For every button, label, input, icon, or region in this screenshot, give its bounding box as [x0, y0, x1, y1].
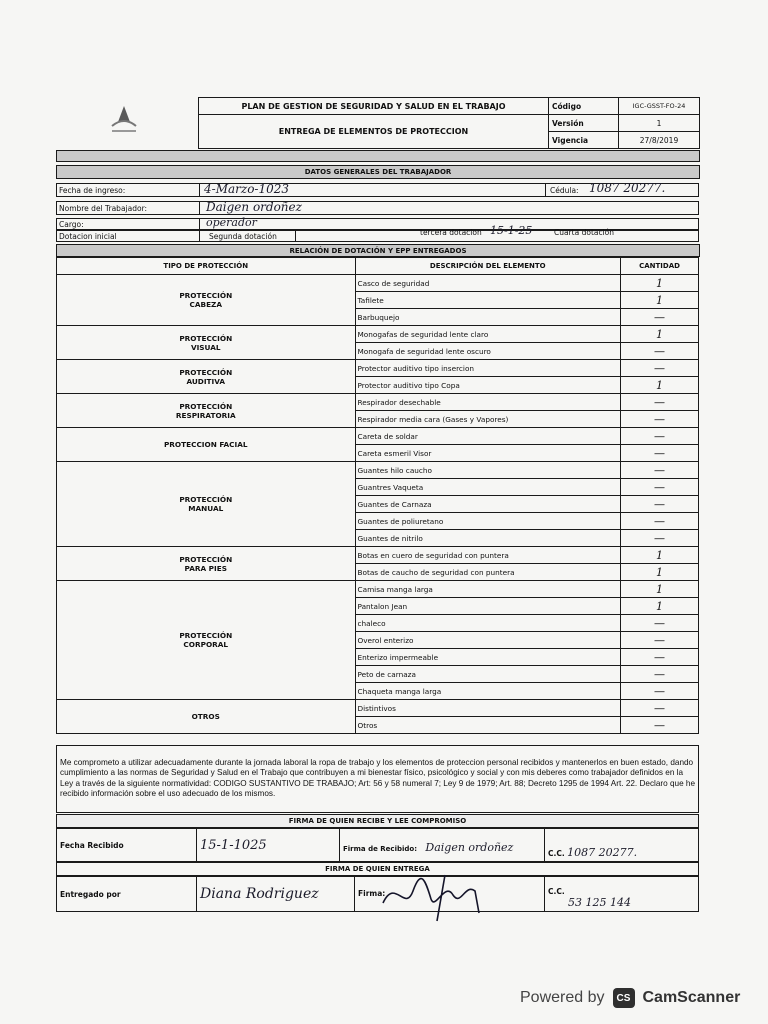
- fecha-recibido-label: Fecha Recibido: [57, 829, 197, 862]
- version-value: 1: [619, 115, 700, 132]
- camscanner-brand: CamScanner: [642, 989, 741, 1006]
- protection-category: PROTECCIÓN VISUAL: [57, 326, 356, 360]
- cuarta-dotacion-label: Cuarta dotación: [554, 228, 615, 237]
- divider: [545, 183, 546, 197]
- delivered-section-title: FIRMA DE QUIEN ENTREGA: [56, 862, 699, 876]
- col-qty-header: CANTIDAD: [621, 258, 699, 275]
- cargo-value: operador: [206, 216, 257, 229]
- document-title: PLAN DE GESTION DE SEGURIDAD Y SALUD EN EL TRABAJO: [199, 98, 549, 115]
- element-quantity: —: [621, 428, 699, 445]
- separator-bar: [56, 150, 700, 162]
- element-quantity: —: [621, 615, 699, 632]
- element-description: Careta de soldar: [355, 428, 621, 445]
- element-quantity: —: [621, 360, 699, 377]
- element-description: Peto de carnaza: [355, 666, 621, 683]
- epp-row: [57, 326, 699, 343]
- cc-recibido-value: 1087 20277.: [567, 846, 638, 859]
- element-quantity: 1: [621, 598, 699, 615]
- element-quantity: —: [621, 309, 699, 326]
- epp-row: [57, 428, 699, 445]
- codigo-value: IGC-GSST-FO-24: [619, 98, 700, 115]
- tercera-dotacion-value: 15-1-25: [490, 224, 533, 237]
- received-table: [56, 828, 699, 862]
- element-quantity: —: [621, 411, 699, 428]
- nombre-value: Daigen ordoñez: [206, 200, 302, 214]
- element-quantity: 1: [621, 564, 699, 581]
- commitment-text: Me comprometo a utilizar adecuadamente durante la jornada laboral la ropa de trabajo y los elementos de proteccion personal recibidos y mantenerlos en buen estado, dando cumplimiento a las normas de Seguridad y Salud en el Trabajo que contribuyen a mi bienestar físico, psicológico y social y con mis deberes como trabajador definidos en la Ley a través de la siguiente normatividad: CODIGO SUSTANTIVO DE TRABAJO; Art: 56 y 58 numeral 7; Ley 9 de 1979; Art. 88; Decreto 1295 de 1994 Art. 22. Declaro que he recibido información sobre el uso adecuado de los mismos.: [60, 758, 696, 799]
- camscanner-logo-icon: CS: [613, 988, 635, 1008]
- element-description: Guantes de nitrilo: [355, 530, 621, 547]
- nombre-label: Nombre del Trabajador:: [59, 204, 148, 213]
- fecha-ingreso-label: Fecha de ingreso:: [59, 186, 126, 195]
- nombre-row: [56, 201, 699, 215]
- element-description: Monogafa de seguridad lente oscuro: [355, 343, 621, 360]
- protection-category: PROTECCIÓN MANUAL: [57, 462, 356, 547]
- element-quantity: —: [621, 462, 699, 479]
- protection-category: OTROS: [57, 700, 356, 734]
- element-quantity: —: [621, 717, 699, 734]
- header-table: [198, 97, 700, 149]
- received-section-title: FIRMA DE QUIEN RECIBE Y LEE COMPROMISO: [56, 814, 699, 828]
- firma-recibido-value: Daigen ordoñez: [425, 841, 514, 854]
- element-description: Protector auditivo tipo insercion: [355, 360, 621, 377]
- element-quantity: 1: [621, 377, 699, 394]
- document-subtitle: ENTREGA DE ELEMENTOS DE PROTECCION: [199, 115, 549, 149]
- element-quantity: 1: [621, 581, 699, 598]
- delivery-signature: [375, 873, 505, 923]
- element-description: Pantalon Jean: [355, 598, 621, 615]
- cedula-label: Cédula:: [550, 186, 579, 195]
- element-description: Camisa manga larga: [355, 581, 621, 598]
- worker-section-title: DATOS GENERALES DEL TRABAJADOR: [56, 165, 700, 179]
- element-quantity: —: [621, 343, 699, 360]
- divider: [199, 201, 200, 215]
- protection-category: PROTECCIÓN PARA PIES: [57, 547, 356, 581]
- epp-table: [56, 257, 699, 734]
- element-description: Otros: [355, 717, 621, 734]
- element-description: Enterizo impermeable: [355, 649, 621, 666]
- segunda-dotacion-label: Segunda dotación: [209, 232, 277, 241]
- protection-category: PROTECCIÓN CABEZA: [57, 275, 356, 326]
- protection-category: PROTECCIÓN AUDITIVA: [57, 360, 356, 394]
- epp-row: [57, 700, 699, 717]
- protection-category: PROTECCIÓN CORPORAL: [57, 581, 356, 700]
- entregado-value: Diana Rodriguez: [200, 886, 319, 902]
- element-quantity: —: [621, 632, 699, 649]
- element-description: Overol enterizo: [355, 632, 621, 649]
- element-quantity: 1: [621, 275, 699, 292]
- dotacion-inicial-label: Dotacion inicial: [59, 232, 117, 241]
- protection-category: PROTECCIÓN RESPIRATORIA: [57, 394, 356, 428]
- epp-row: [57, 275, 699, 292]
- col-desc-header: DESCRIPCIÓN DEL ELEMENTO: [355, 258, 621, 275]
- element-description: chaleco: [355, 615, 621, 632]
- fecha-recibido-value: 15-1-1025: [200, 837, 267, 853]
- epp-row: [57, 581, 699, 598]
- codigo-label: Código: [549, 98, 619, 115]
- divider: [199, 183, 200, 197]
- element-quantity: —: [621, 683, 699, 700]
- fecha-ingreso-value: 4-Marzo-1023: [204, 182, 290, 196]
- element-description: Botas de caucho de seguridad con puntera: [355, 564, 621, 581]
- tercera-dotacion-label: tercera dotacion: [420, 228, 482, 237]
- element-description: Guantes hilo caucho: [355, 462, 621, 479]
- element-quantity: —: [621, 445, 699, 462]
- epp-row: [57, 547, 699, 564]
- vigencia-value: 27/8/2019: [619, 132, 700, 149]
- company-logo: [104, 102, 144, 138]
- divider: [199, 218, 200, 230]
- col-tipo-header: TIPO DE PROTECCIÓN: [57, 258, 356, 275]
- element-description: Careta esmeril Visor: [355, 445, 621, 462]
- divider: [295, 230, 296, 242]
- element-description: Protector auditivo tipo Copa: [355, 377, 621, 394]
- element-description: Tafilete: [355, 292, 621, 309]
- version-label: Versión: [549, 115, 619, 132]
- cargo-label: Cargo:: [59, 220, 84, 229]
- divider: [199, 230, 200, 242]
- element-quantity: 1: [621, 292, 699, 309]
- element-quantity: —: [621, 530, 699, 547]
- element-description: Guantes de Carnaza: [355, 496, 621, 513]
- firma-recibido-label: Firma de Recibido:: [343, 845, 417, 853]
- cc-entrega-label: C.C.: [548, 887, 565, 896]
- element-quantity: —: [621, 666, 699, 683]
- element-quantity: —: [621, 700, 699, 717]
- element-quantity: 1: [621, 547, 699, 564]
- element-quantity: 1: [621, 326, 699, 343]
- commitment-box: [56, 745, 699, 813]
- element-description: Guantres Vaqueta: [355, 479, 621, 496]
- element-quantity: —: [621, 649, 699, 666]
- element-description: Casco de seguridad: [355, 275, 621, 292]
- element-description: Barbuquejo: [355, 309, 621, 326]
- entregado-label: Entregado por: [57, 877, 197, 912]
- worker-data: [56, 180, 700, 244]
- epp-row: [57, 394, 699, 411]
- element-description: Guantes de poliuretano: [355, 513, 621, 530]
- cedula-value: 1087 20277.: [589, 181, 666, 195]
- element-description: Botas en cuero de seguridad con puntera: [355, 547, 621, 564]
- element-quantity: —: [621, 513, 699, 530]
- element-quantity: —: [621, 496, 699, 513]
- element-quantity: —: [621, 479, 699, 496]
- element-description: Monogafas de seguridad lente claro: [355, 326, 621, 343]
- epp-row: [57, 360, 699, 377]
- element-description: Chaqueta manga larga: [355, 683, 621, 700]
- epp-section-title: RELACIÓN DE DOTACIÓN Y EPP ENTREGADOS: [56, 244, 700, 257]
- cc-recibido-label: C.C.: [548, 849, 565, 858]
- element-description: Respirador desechable: [355, 394, 621, 411]
- firma-entrega-label: Firma:: [358, 889, 386, 898]
- protection-category: PROTECCION FACIAL: [57, 428, 356, 462]
- delivered-table: [56, 876, 699, 912]
- cc-entrega-value: 53 125 144: [568, 896, 631, 909]
- element-description: Respirador media cara (Gases y Vapores): [355, 411, 621, 428]
- element-description: Distintivos: [355, 700, 621, 717]
- epp-row: [57, 462, 699, 479]
- element-quantity: —: [621, 394, 699, 411]
- camscanner-watermark: [520, 984, 740, 1012]
- vigencia-label: Vigencia: [549, 132, 619, 149]
- powered-by-text: Powered by: [520, 989, 605, 1006]
